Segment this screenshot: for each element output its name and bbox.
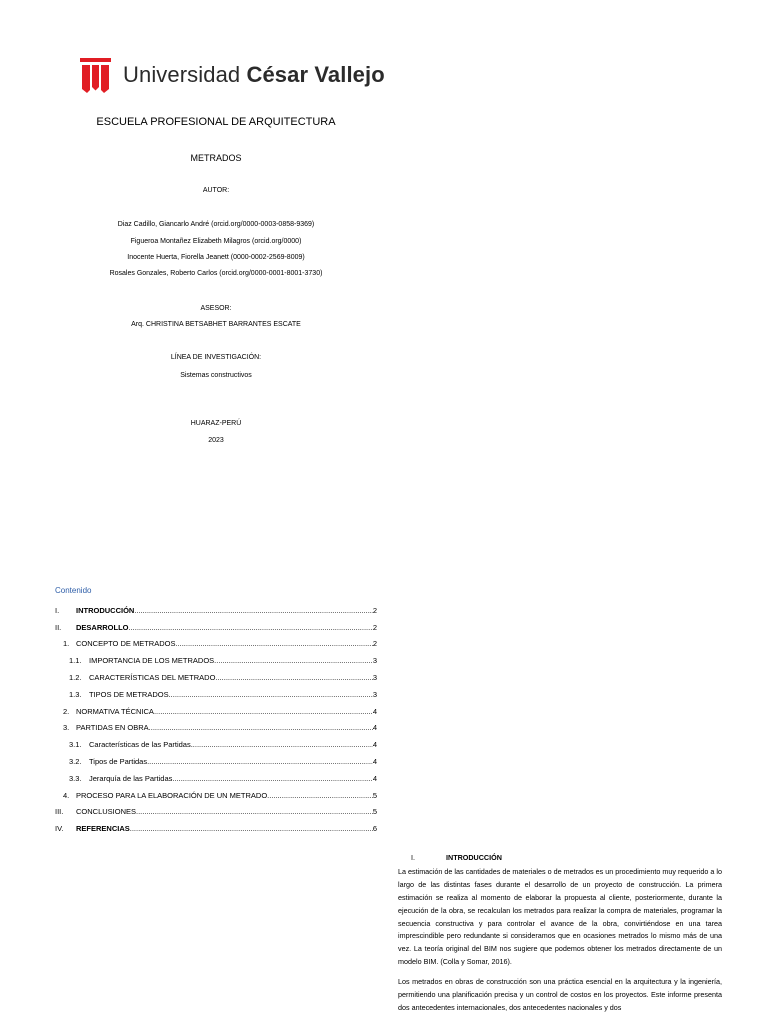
toc-text: PARTIDAS EN OBRA	[76, 723, 149, 733]
toc-leader	[175, 639, 372, 648]
document-title: METRADOS	[190, 153, 242, 163]
toc-entry[interactable]	[55, 665, 377, 682]
toc-entry[interactable]	[55, 598, 377, 615]
author-label: AUTOR:	[202, 187, 230, 194]
toc-text: NORMATIVA TÉCNICA	[76, 706, 154, 716]
table-of-contents	[55, 586, 377, 833]
toc-text: CARACTERÍSTICAS DEL METRADO	[89, 672, 216, 682]
toc-leader	[147, 757, 373, 766]
research-line: Sistemas constructivos	[180, 372, 252, 379]
toc-text: Características de las Partidas	[89, 740, 191, 750]
section-title: INTRODUCCIÓN	[446, 853, 502, 862]
toc-page: 2	[372, 622, 377, 632]
toc-page: 4	[372, 773, 377, 783]
toc-text: Jerarquía de las Partidas	[89, 773, 173, 783]
toc-page: 2	[372, 639, 377, 649]
author-line: Rosales Gonzales, Roberto Carlos (orcid.org/0000-0001-8001-3730)	[109, 270, 323, 277]
toc-number: 1.2.	[69, 672, 82, 682]
section-heading	[398, 852, 722, 865]
toc-leader	[215, 673, 372, 682]
toc-page: 4	[372, 723, 377, 733]
toc-entry[interactable]	[55, 816, 377, 833]
paragraph: Los metrados en obras de construcción son una práctica esencial en la arquitectura y la ingeniería, permitiendo una planificación precisa y un control de costos en los proyectos. Este informe presenta dos antecedentes internacionales, dos antecedentes nacionales y dos	[398, 977, 722, 1012]
toc-number: 4.	[63, 790, 70, 800]
toc-entry[interactable]	[55, 716, 377, 733]
toc-number: 1.	[63, 639, 70, 649]
toc-page: 4	[372, 740, 377, 750]
toc-page: 3	[372, 672, 377, 682]
author-line: Figueroa Montañez Elizabeth Milagros (orcid.org/0000)	[130, 238, 302, 245]
author-line: Diaz Cadillo, Giancarlo André (orcid.org/0000-0003-0858-9369)	[117, 221, 315, 228]
toc-text: DESARROLLO	[76, 622, 129, 632]
toc-leader	[191, 740, 373, 749]
toc-page: 5	[372, 790, 377, 800]
toc-title: Contenido	[55, 586, 92, 595]
toc-page: 4	[372, 756, 377, 766]
toc-entry[interactable]	[55, 783, 377, 800]
toc-number: 3.1.	[69, 740, 82, 750]
toc-leader	[149, 723, 373, 732]
toc-page: 6	[372, 824, 377, 834]
toc-entry[interactable]	[55, 632, 377, 649]
place: HUARAZ-PERÚ	[190, 420, 242, 427]
toc-text: INTRODUCCIÓN	[76, 605, 135, 615]
toc-leader	[129, 623, 373, 632]
toc-leader	[267, 791, 373, 800]
toc-entry[interactable]	[55, 648, 377, 665]
toc-entry[interactable]	[55, 615, 377, 632]
toc-leader	[134, 606, 372, 615]
toc-text: TIPOS DE METRADOS	[89, 689, 169, 699]
toc-number: 1.3.	[69, 689, 82, 699]
toc-number: III.	[55, 807, 64, 817]
advisor-label: ASESOR:	[200, 305, 232, 312]
toc-entry[interactable]	[55, 800, 377, 817]
toc-leader	[154, 707, 373, 716]
toc-number: I.	[55, 605, 60, 615]
toc-text: PROCESO PARA LA ELABORACIÓN DE UN METRADO	[76, 790, 268, 800]
year: 2023	[208, 437, 224, 444]
university-logo	[79, 56, 385, 94]
toc-page: 4	[372, 706, 377, 716]
toc-text: CONCEPTO DE METRADOS	[76, 639, 176, 649]
toc-leader	[172, 774, 372, 783]
toc-entry[interactable]	[55, 699, 377, 716]
toc-entry[interactable]	[55, 749, 377, 766]
toc-number: 3.	[63, 723, 70, 733]
university-crest-icon	[79, 56, 112, 94]
toc-number: 3.2.	[69, 756, 82, 766]
toc-text: REFERENCIAS	[76, 824, 130, 834]
toc-page: 3	[372, 689, 377, 699]
school-name: ESCUELA PROFESIONAL DE ARQUITECTURA	[96, 116, 336, 128]
toc-number: 2.	[63, 706, 70, 716]
toc-number: IV.	[55, 824, 64, 834]
section-number: I.	[411, 853, 415, 862]
author-line: Inocente Huerta, Fiorella Jeanett (0000-0002-2569-8009)	[127, 254, 305, 261]
toc-entry[interactable]	[55, 682, 377, 699]
toc-leader	[169, 690, 373, 699]
toc-number: 1.1.	[69, 656, 82, 666]
toc-leader	[136, 807, 373, 816]
university-name: Universidad César Vallejo	[123, 62, 385, 87]
toc-number: 3.3.	[69, 773, 82, 783]
paragraph: La estimación de las cantidades de materiales o de metrados es un procedimiento muy requerido a lo largo de las distintas fases durante el desarrollo de un proyecto de construcción. La primera estimación se realiza al momento de elaborar la propuesta al cliente, posteriormente, durante la ejecución de la obra, se recalculan los metrados para realizar la compra de materiales, programar la secuencia constructiva y para controlar el avance de la obra, convirtiéndose en una tarea imprescindible pero redundante si consideramos que en ocasiones metrados lo mismo más de una vez. La teoría original del BIM nos sugiere que podemos obtener los metrados directamente de un modelo BIM. (Colla y Somar, 2016).	[398, 866, 722, 967]
toc-text: CONCLUSIONES	[76, 807, 137, 817]
toc-page: 2	[372, 605, 377, 615]
toc-text: IMPORTANCIA DE LOS METRADOS	[89, 656, 215, 666]
toc-number: II.	[55, 622, 62, 632]
advisor-name: Arq. CHRISTINA BETSABHET BARRANTES ESCATE	[131, 321, 301, 328]
research-label: LÍNEA DE INVESTIGACIÓN:	[170, 354, 262, 361]
toc-text: Tipos de Partidas	[89, 756, 148, 766]
toc-page: 3	[372, 656, 377, 666]
toc-page: 5	[372, 807, 377, 817]
introduction-section	[398, 852, 722, 1022]
toc-leader	[130, 824, 373, 833]
toc-leader	[214, 656, 373, 665]
toc-entry[interactable]	[55, 766, 377, 783]
toc-entry[interactable]	[55, 732, 377, 749]
